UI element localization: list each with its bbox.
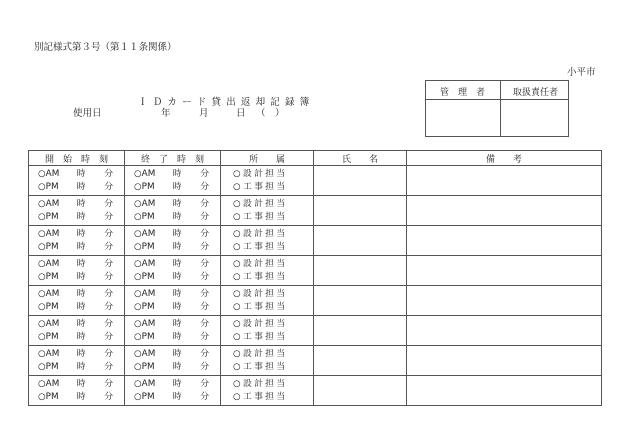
end-time-cell[interactable] (125, 166, 221, 196)
header-start-time: 開 始 時 刻 (29, 151, 125, 166)
start-time-cell[interactable] (29, 226, 125, 256)
form-reference: 別記様式第３号（第１１条関係） (34, 42, 177, 53)
minute-label: 分 (200, 228, 209, 239)
design-dept-option[interactable]: ○設計担当 (233, 288, 288, 299)
hour-label: 時 (76, 391, 86, 402)
construction-dept-option[interactable]: ○工事担当 (233, 331, 288, 342)
design-dept-option[interactable]: ○設計担当 (233, 318, 288, 329)
end-time-cell[interactable] (125, 316, 221, 346)
remarks-cell[interactable] (407, 316, 602, 346)
name-cell[interactable] (314, 346, 407, 376)
hour-label: 時 (172, 228, 182, 239)
hour-label: 時 (76, 348, 86, 359)
minute-label: 分 (104, 211, 113, 222)
name-cell[interactable] (314, 166, 407, 196)
pm-option[interactable]: ○PM (134, 331, 155, 342)
minute-label: 分 (104, 391, 113, 402)
city-name: 小平市 (567, 67, 596, 78)
hour-label: 時 (172, 211, 182, 222)
department-cell[interactable] (221, 316, 314, 346)
ledger-row (29, 346, 602, 376)
start-time-cell[interactable] (29, 196, 125, 226)
hour-label: 時 (172, 168, 182, 179)
remarks-cell[interactable] (407, 166, 602, 196)
pm-option[interactable]: ○PM (134, 181, 155, 192)
remarks-cell[interactable] (407, 226, 602, 256)
design-dept-option[interactable]: ○設計担当 (233, 168, 288, 179)
ledger-row (29, 196, 602, 226)
name-cell[interactable] (314, 376, 407, 406)
ledger-header-row (29, 151, 602, 166)
ledger-row (29, 226, 602, 256)
hour-label: 時 (172, 241, 182, 252)
ledger-row (29, 286, 602, 316)
am-option[interactable]: ○AM (134, 258, 156, 269)
ledger-table (28, 150, 602, 406)
minute-label: 分 (104, 198, 113, 209)
pm-option[interactable]: ○PM (134, 211, 155, 222)
design-dept-option[interactable]: ○設計担当 (233, 258, 288, 269)
department-cell[interactable] (221, 256, 314, 286)
pm-option[interactable]: ○PM (38, 241, 59, 252)
design-dept-option[interactable]: ○設計担当 (233, 378, 288, 389)
hour-label: 時 (172, 198, 182, 209)
am-option[interactable]: ○AM (38, 228, 60, 239)
hour-label: 時 (76, 198, 86, 209)
ledger-row (29, 376, 602, 406)
remarks-cell[interactable] (407, 376, 602, 406)
manager-caption: 管 理 者 (440, 88, 486, 98)
am-option[interactable]: ○AM (38, 258, 60, 269)
hour-label: 時 (172, 378, 182, 389)
minute-label: 分 (104, 348, 113, 359)
header-department: 所 属 (221, 151, 314, 166)
start-time-cell[interactable] (29, 376, 125, 406)
am-option[interactable]: ○AM (38, 288, 60, 299)
minute-label: 分 (200, 168, 209, 179)
am-option[interactable]: ○AM (134, 168, 156, 179)
am-option[interactable]: ○AM (38, 348, 60, 359)
date-weekday-paren: （ ） (256, 108, 285, 119)
end-time-cell[interactable] (125, 196, 221, 226)
construction-dept-option[interactable]: ○工事担当 (233, 211, 288, 222)
hour-label: 時 (76, 331, 86, 342)
pm-option[interactable]: ○PM (134, 241, 155, 252)
name-cell[interactable] (314, 256, 407, 286)
name-cell[interactable] (314, 226, 407, 256)
remarks-cell[interactable] (407, 346, 602, 376)
hour-label: 時 (76, 361, 86, 372)
minute-label: 分 (104, 288, 113, 299)
hour-label: 時 (76, 258, 86, 269)
am-option[interactable]: ○AM (38, 378, 60, 389)
minute-label: 分 (200, 331, 209, 342)
minute-label: 分 (104, 181, 113, 192)
ledger-row (29, 256, 602, 286)
minute-label: 分 (200, 318, 209, 329)
minute-label: 分 (104, 168, 113, 179)
hour-label: 時 (172, 181, 182, 192)
am-option[interactable]: ○AM (134, 318, 156, 329)
hour-label: 時 (76, 301, 86, 312)
am-option[interactable]: ○AM (38, 198, 60, 209)
minute-label: 分 (200, 271, 209, 282)
date-month-label: 月 (199, 108, 209, 119)
department-cell[interactable] (221, 166, 314, 196)
hour-label: 時 (172, 301, 182, 312)
ledger-row (29, 166, 602, 196)
date-day-label: 日 (236, 108, 246, 119)
department-cell[interactable] (221, 196, 314, 226)
minute-label: 分 (200, 348, 209, 359)
start-time-cell[interactable] (29, 256, 125, 286)
minute-label: 分 (104, 301, 113, 312)
department-cell[interactable] (221, 376, 314, 406)
minute-label: 分 (104, 241, 113, 252)
design-dept-option[interactable]: ○設計担当 (233, 348, 288, 359)
minute-label: 分 (200, 361, 209, 372)
pm-option[interactable]: ○PM (38, 301, 59, 312)
date-year-label: 年 (161, 108, 171, 119)
hour-label: 時 (76, 288, 86, 299)
minute-label: 分 (200, 391, 209, 402)
am-option[interactable]: ○AM (38, 318, 60, 329)
construction-dept-option[interactable]: ○工事担当 (233, 241, 288, 252)
hour-label: 時 (172, 331, 182, 342)
minute-label: 分 (104, 331, 113, 342)
hour-label: 時 (172, 348, 182, 359)
start-time-cell[interactable] (29, 286, 125, 316)
hour-label: 時 (172, 258, 182, 269)
end-time-cell[interactable] (125, 226, 221, 256)
minute-label: 分 (200, 288, 209, 299)
minute-label: 分 (104, 258, 113, 269)
remarks-cell[interactable] (407, 286, 602, 316)
construction-dept-option[interactable]: ○工事担当 (233, 271, 288, 282)
minute-label: 分 (104, 361, 113, 372)
header-end-time: 終 了 時 刻 (125, 151, 221, 166)
am-option[interactable]: ○AM (134, 378, 156, 389)
minute-label: 分 (104, 228, 113, 239)
hour-label: 時 (76, 181, 86, 192)
hour-label: 時 (172, 391, 182, 402)
minute-label: 分 (104, 318, 113, 329)
hour-label: 時 (172, 361, 182, 372)
usage-date-label: 使用日 (73, 108, 102, 119)
minute-label: 分 (104, 378, 113, 389)
start-time-cell[interactable] (29, 166, 125, 196)
ledger-row (29, 316, 602, 346)
pm-option[interactable]: ○PM (134, 271, 155, 282)
pm-option[interactable]: ○PM (134, 361, 155, 372)
start-time-cell[interactable] (29, 316, 125, 346)
hour-label: 時 (76, 378, 86, 389)
header-name: 氏 名 (314, 151, 407, 166)
hour-label: 時 (172, 271, 182, 282)
am-option[interactable]: ○AM (134, 348, 156, 359)
department-cell[interactable] (221, 286, 314, 316)
pm-option[interactable]: ○PM (134, 391, 155, 402)
am-option[interactable]: ○AM (134, 228, 156, 239)
am-option[interactable]: ○AM (134, 288, 156, 299)
design-dept-option[interactable]: ○設計担当 (233, 228, 288, 239)
design-dept-option[interactable]: ○設計担当 (233, 198, 288, 209)
am-option[interactable]: ○AM (134, 198, 156, 209)
minute-label: 分 (200, 211, 209, 222)
minute-label: 分 (200, 198, 209, 209)
end-time-cell[interactable] (125, 256, 221, 286)
pm-option[interactable]: ○PM (38, 271, 59, 282)
header-remarks: 備 考 (407, 151, 602, 166)
department-cell[interactable] (221, 346, 314, 376)
end-time-cell[interactable] (125, 346, 221, 376)
remarks-cell[interactable] (407, 256, 602, 286)
pm-option[interactable]: ○PM (134, 301, 155, 312)
name-cell[interactable] (314, 286, 407, 316)
pm-option[interactable]: ○PM (38, 331, 59, 342)
minute-label: 分 (200, 241, 209, 252)
pm-option[interactable]: ○PM (38, 211, 59, 222)
department-cell[interactable] (221, 226, 314, 256)
construction-dept-option[interactable]: ○工事担当 (233, 361, 288, 372)
hour-label: 時 (172, 318, 182, 329)
approval-box (425, 80, 569, 137)
hour-label: 時 (172, 288, 182, 299)
end-time-cell[interactable] (125, 286, 221, 316)
minute-label: 分 (200, 378, 209, 389)
hour-label: 時 (76, 241, 86, 252)
pm-option[interactable]: ○PM (38, 361, 59, 372)
start-time-cell[interactable] (29, 346, 125, 376)
hour-label: 時 (76, 168, 86, 179)
minute-label: 分 (200, 181, 209, 192)
am-option[interactable]: ○AM (38, 168, 60, 179)
minute-label: 分 (200, 301, 209, 312)
name-cell[interactable] (314, 316, 407, 346)
hour-label: 時 (76, 211, 86, 222)
construction-dept-option[interactable]: ○工事担当 (233, 391, 288, 402)
name-cell[interactable] (314, 196, 407, 226)
hour-label: 時 (76, 271, 86, 282)
construction-dept-option[interactable]: ○工事担当 (233, 181, 288, 192)
responsible-caption: 取扱責任者 (513, 88, 559, 98)
hour-label: 時 (76, 228, 86, 239)
pm-option[interactable]: ○PM (38, 391, 59, 402)
hour-label: 時 (76, 318, 86, 329)
page-title: ＩＤカード貸出返却記録簿 (138, 97, 315, 108)
minute-label: 分 (200, 258, 209, 269)
remarks-cell[interactable] (407, 196, 602, 226)
construction-dept-option[interactable]: ○工事担当 (233, 301, 288, 312)
minute-label: 分 (104, 271, 113, 282)
end-time-cell[interactable] (125, 376, 221, 406)
pm-option[interactable]: ○PM (38, 181, 59, 192)
